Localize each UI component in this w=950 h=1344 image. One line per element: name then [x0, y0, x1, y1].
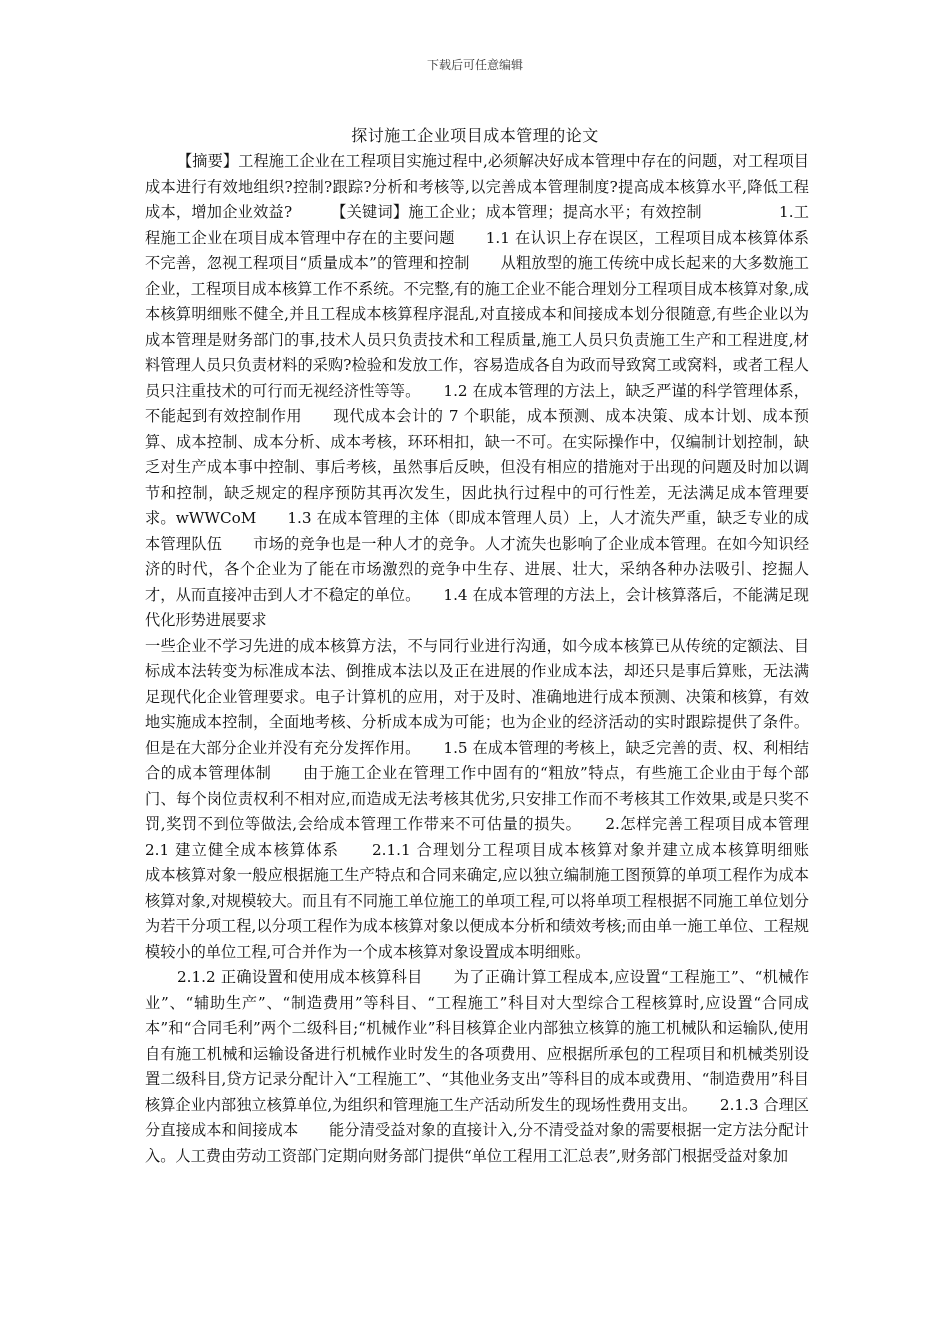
paragraph-accounting: 一些企业不学习先进的成本核算方法，不与同行业进行沟通，如今成本核算已从传统的定额法、目标成本法转变为标准成本法、倒推成本法以及正在进展的作业成本法，却还只是事后算账，无法满足现代化企业管理要求。电子计算机的应用，对于及时、准确地进行成本预测、决策和核算，有效地实施成本控制，全面地考核、分析成本成为可能；也为企业的经济活动的实时跟踪提供了条件。但是在大部分企业并没有充分发挥作用。 1.5 在成本管理的考核上，缺乏完善的责、权、利相结合的成本管理体制 由于施工企业在管理工作中固有的“粗放”特点，有些施工企业由于每个部门、每个岗位责权利不相对应,而造成无法考核其优劣,只安排工作而不考核其工作效果,或是只奖不罚,奖罚不到位等做法,会给成本管理工作带来不可估量的损失。 2.怎样完善工程项目成本管理 2.1 建立健全成本核算体系 2.1.1 合理划分工程项目成本核算对象并建立成本核算明细账 成本核算对象一般应根据施工生产特点和合同来确定,应以独立编制施工图预算的单项工程作为成本核算对象,对规模较大。而且有不同施工单位施工的单项工程,可以将单项工程根据不同施工单位划分为若干分项工程,以分项工程作为成本核算对象以便成本分析和绩效考核;而由单一施工单位、工程规模较小的单位工程,可合并作为一个成本核算对象设置成本明细账。	[145, 636, 840, 961]
page-header-note: 下载后可任意编辑	[426, 58, 523, 72]
document-body	[145, 149, 840, 1169]
paragraph-abstract: 【摘要】工程施工企业在工程项目实施过程中,必须解决好成本管理中存在的问题，对工程项目成本进行有效地组织?控制?跟踪?分析和考核等,以完善成本管理制度?提高成本核算水平,降低工程成本，增加企业效益? 【关键词】施工企业；成本管理；提高水平；有效控制 1.工程施工企业在项目成本管理中存在的主要问题 1.1 在认识上存在误区，工程项目成本核算体系不完善，忽视工程项目“质量成本”的管理和控制 从粗放型的施工传统中成长起来的大多数施工企业，工程项目成本核算工作不系统。不完整,有的施工企业不能合理划分工程项目成本核算对象,成本核算明细账不健全,并且工程成本核算程序混乱,对直接成本和间接成本划分很随意,有些企业以为成本管理是财务部门的事,技术人员只负责技术和工程质量,施工人员只负责施工生产和工程进度,材料管理人员只负责材料的采购?检验和发放工作，容易造成各自为政而导致窝工或窝料，或者工程人员只注重技术的可行而无视经济性等等。 1.2 在成本管理的方法上，缺乏严谨的科学管理体系，不能起到有效控制作用 现代成本会计的 7 个职能，成本预测、成本决策、成本计划、成本预算、成本控制、成本分析、成本考核，环环相扣，缺一不可。在实际操作中，仅编制计划控制，缺乏对生产成本事中控制、事后考核，虽然事后反映，但没有相应的措施对于出现的问题及时加以调节和控制，缺乏规定的程序预防其再次发生，因此执行过程中的可行性差，无法满足成本管理要求。wWWCoM 1.3 在成本管理的主体（即成本管理人员）上，人才流失严重，缺乏专业的成本管理队伍 市场的竞争也是一种人才的竞争。人才流失也影响了企业成本管理。在如今知识经济的时代，各个企业为了能在市场激烈的竞争中生存、进展、壮大，采纳各种办法吸引、挖掘人才，从而直接冲击到人才不稳定的单位。 1.4 在成本管理的方法上，会计核算落后，不能满足现代化形势进展要求	[145, 152, 809, 629]
document-title: 探讨施工企业项目成本管理的论文	[351, 126, 599, 145]
paragraph-accounts: 2.1.2 正确设置和使用成本核算科目 为了正确计算工程成本,应设置“工程施工”、“机械作业”、“辅助生产”、“制造费用”等科目、“工程施工”科目对大型综合工程核算时,应设置“合同成本”和“合同毛利”两个二级科目;“机械作业”科目核算企业内部独立核算的施工机械队和运输队,使用自有施工机械和运输设备进行机械作业时发生的各项费用、应根据所承包的工程项目和机械类别设置二级科目,贷方记录分配计入“工程施工”、“其他业务支出”等科目的成本或费用、“制造费用”科目核算企业内部独立核算单位,为组织和管理施工生产活动所发生的现场性费用支出。 2.1.3 合理区分直接成本和间接成本 能分清受益对象的直接计入,分不清受益对象的需要根据一定方法分配计入。人工费由劳动工资部门定期向财务部门提供“单位工程用工汇总表”,财务部门根据受益对象加	[145, 968, 809, 1165]
